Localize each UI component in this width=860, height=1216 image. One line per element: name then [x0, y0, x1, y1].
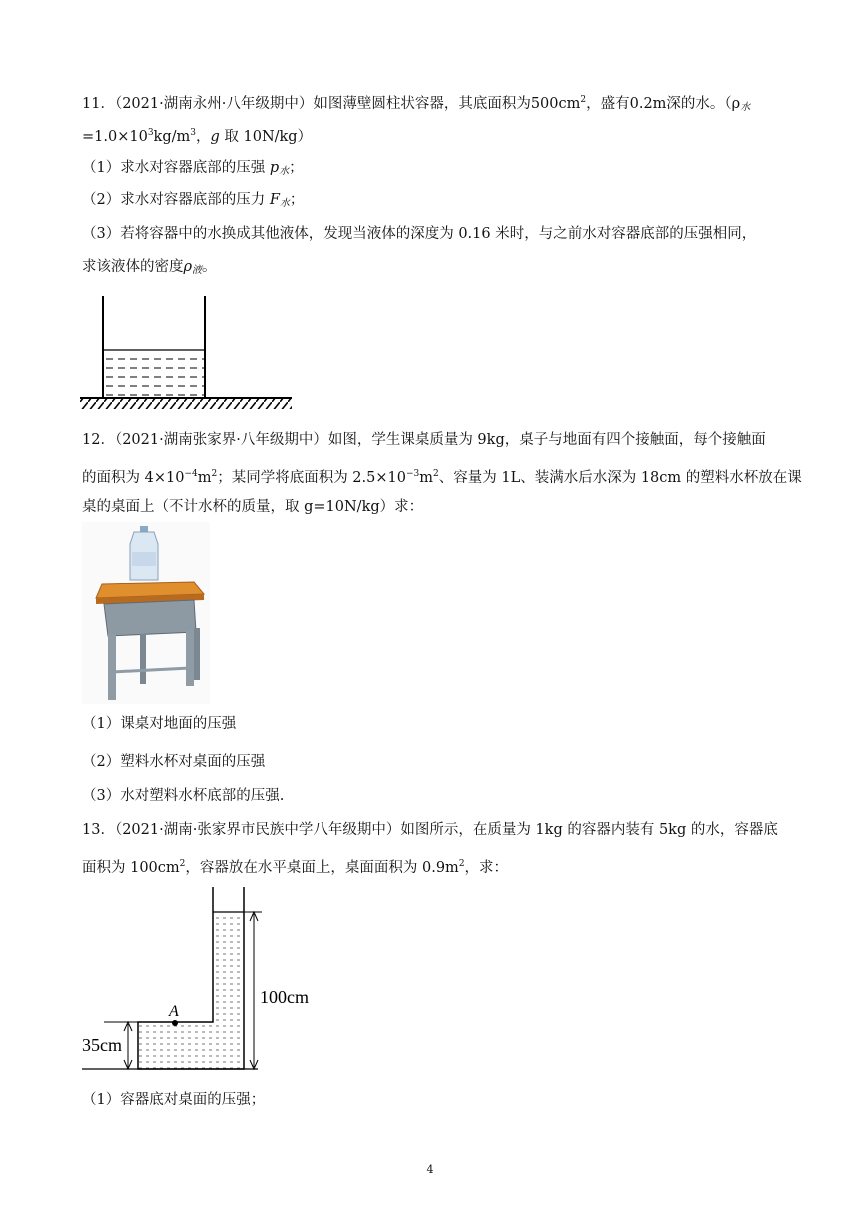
q12-stem-line1: 12．（2021·湖南张家界·八年级期中）如图，学生课桌质量为 9kg，桌子与地面有四个接触面，每个接触面: [82, 432, 766, 448]
page-number: 4: [426, 1163, 434, 1176]
label-35cm: 35cm: [82, 1035, 122, 1055]
q13-stem-line1: 13．（2021·湖南·张家界市民族中学八年级期中）如图所示，在质量为 1kg 的容器内装有 5kg 的水，容器底: [82, 822, 778, 838]
water-bottle: [130, 526, 158, 580]
q11-stem-line1: 11．（2021·湖南永州·八年级期中）如图薄壁圆柱状容器，其底面积为$500cm^2$，盛有0.2m深的水。（$\rho_水$: [82, 95, 751, 113]
q12-stem-line3: 桌的桌面上（不计水杯的质量，取 g=10N/kg）求：: [82, 499, 424, 515]
ground-hatch: [80, 399, 292, 409]
q13-stem-line2: 面积为 $100cm^2$，容器放在水平桌面上，桌面面积为 $0.9m^2$，求：: [82, 859, 509, 876]
label-100cm: 100cm: [260, 987, 309, 1007]
q12-desk-photo: [82, 522, 210, 704]
water: [138, 912, 244, 1069]
q12-part2: （2）塑料水杯对桌面的压强: [82, 754, 266, 770]
q12-part1: （1）课桌对地面的压强: [82, 716, 237, 732]
q11-part1: （1）求水对容器底部的压强 $p_水$；: [82, 160, 304, 177]
q11-stem-line2: $=1.0\times 10^3kg/m^3$，g 取 10N/kg）: [82, 128, 313, 145]
q11-part3-line1: （3）若将容器中的水换成其他液体，发现当液体的深度为 0.16 米时，与之前水对容器底部的压强相同，: [82, 226, 757, 242]
point-a: [172, 1020, 178, 1026]
label-a: A: [169, 1003, 179, 1020]
q11-part2: （2）求水对容器底部的压力 $F_水$；: [82, 192, 305, 209]
q13-container-figure: [82, 885, 322, 1075]
q12-part3: （3）水对塑料水杯底部的压强.: [82, 788, 285, 804]
q13-part1: （1）容器底对桌面的压强；: [82, 1092, 266, 1108]
q11-part3-line2: 求该液体的密度$\rho_液$。: [82, 259, 217, 276]
q12-stem-line2: 的面积为 $4\times 10^{-4}m^2$；某同学将底面积为 $2.5\times 10^{-3}m^2$、容量为 1L、装满水后水深为 18cm 的塑料水杯放在课: [82, 469, 802, 486]
q11-container-figure: [80, 292, 292, 412]
water: [104, 350, 204, 398]
